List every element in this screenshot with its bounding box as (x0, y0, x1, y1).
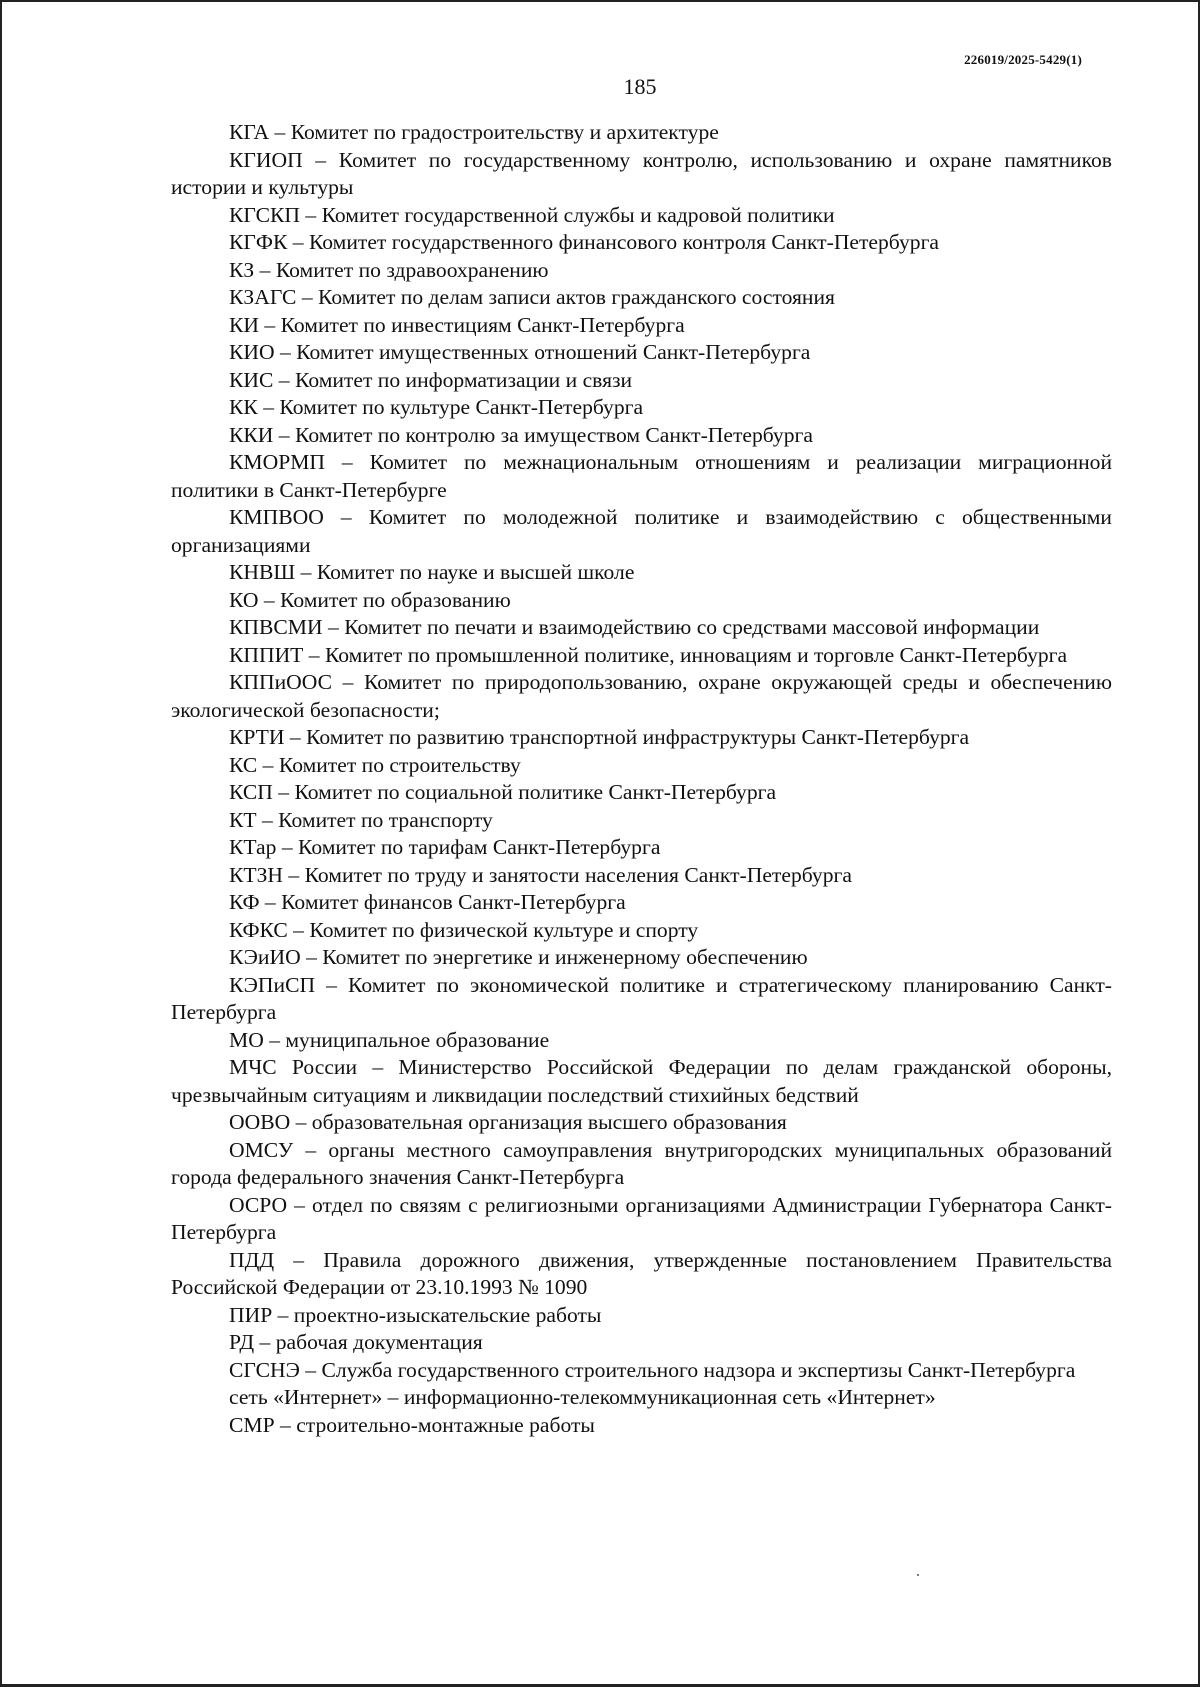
abbreviation-entry-kt: КТ – Комитет по транспорту (229, 807, 493, 832)
abbreviation-entry-kis: КИС – Комитет по информатизации и связи (229, 367, 633, 392)
abbreviation-entry-kz: КЗ – Комитет по здравоохранению (229, 257, 549, 282)
abbreviation-entry-pir: ПИР – проектно-изыскательские работы (229, 1302, 602, 1327)
abbreviation-entry-osro: ОСРО – отдел по связям с религиозными организациями Администрации Губернатора Санкт-Петербурга (171, 1192, 1112, 1244)
abbreviation-entry-oovo: ООВО – образовательная организация высшего образования (229, 1110, 787, 1134)
abbreviation-entry-mchs: МЧС России – Министерство Российской Федерации по делам гражданской обороны, чрезвычайным ситуациям и ликвидации последствий стихийных бедствий (171, 1055, 1112, 1107)
abbreviation-entry-kk: КК – Комитет по культуре Санкт-Петербурга (229, 395, 644, 419)
abbreviation-entry-kppioos: КППиООС – Комитет по природопользованию, охране окружающей среды и обеспечению экологической безопасности; (171, 670, 1112, 722)
abbreviation-entry-kpvsmi: КПВСМИ – Комитет по печати и взаимодействию со средствами массовой информации (229, 615, 1040, 639)
abbreviations-list (171, 119, 1112, 1439)
abbreviation-entry-kga: КГА – Комитет по градостроительству и архитектуре (229, 120, 719, 144)
abbreviation-entry-pdd: ПДД – Правила дорожного движения, утвержденные постановлением Правительства Российской Федерации от 23.10.1993 № 1090 (171, 1247, 1112, 1299)
abbreviation-entry-kgskp: КГСКП – Комитет государственной службы и кадровой политики (229, 202, 835, 227)
abbreviation-entry-kki: ККИ – Комитет по контролю за имуществом Санкт-Петербурга (229, 422, 813, 447)
abbreviation-entry-kgiop: КГИОП – Комитет по государственному контролю, использованию и охране памятников истории и культуры (171, 147, 1112, 199)
abbreviation-entry-internet: сеть «Интернет» – информационно-телекоммуникационная сеть «Интернет» (229, 1385, 936, 1409)
document-registration-number: 226019/2025-5429(1) (964, 52, 1082, 67)
abbreviation-entry-kzags: КЗАГС – Комитет по делам записи актов гражданского состояния (229, 285, 835, 309)
abbreviation-entry-kio: КИО – Комитет имущественных отношений Санкт-Петербурга (229, 340, 811, 364)
abbreviation-entry-omsu: ОМСУ – органы местного самоуправления внутригородских муниципальных образований города федерального значения Санкт-Петербурга (171, 1137, 1112, 1189)
abbreviation-entry-keiio: КЭиИО – Комитет по энергетике и инженерному обеспечению (229, 945, 808, 969)
abbreviation-entry-ktar: КТар – Комитет по тарифам Санкт-Петербурга (229, 835, 661, 859)
abbreviation-entry-kfks: КФКС – Комитет по физической культуре и спорту (229, 917, 699, 942)
abbreviation-entry-mo: МО – муниципальное образование (229, 1027, 550, 1052)
abbreviation-entry-kgfk: КГФК – Комитет государственного финансового контроля Санкт-Петербурга (229, 230, 940, 254)
abbreviation-entry-kepisp: КЭПиСП – Комитет по экономической политике и стратегическому планированию Санкт-Петербурга (171, 972, 1112, 1024)
abbreviation-entry-kppit: КППИТ – Комитет по промышленной политике, инновациям и торговле Санкт-Петербурга (229, 642, 1068, 667)
abbreviation-entry-ks: КС – Комитет по строительству (229, 752, 521, 777)
abbreviation-entry-rd: РД – рабочая документация (229, 1330, 483, 1354)
abbreviation-entry-krti: КРТИ – Комитет по развитию транспортной инфраструктуры Санкт-Петербурга (229, 725, 970, 749)
abbreviation-entry-kmpvoo: КМПВОО – Комитет по молодежной политике и взаимодействию с общественными организациями (171, 505, 1112, 557)
scan-speck (917, 1574, 919, 1576)
abbreviation-entry-knvsh: КНВШ – Комитет по науке и высшей школе (229, 560, 635, 584)
abbreviation-entry-ki: КИ – Комитет по инвестициям Санкт-Петербурга (229, 312, 685, 337)
abbreviation-entry-kmormp: КМОРМП – Комитет по межнациональным отношениям и реализации миграционной политики в Санкт-Петербурге (171, 450, 1112, 502)
abbreviation-entry-smr: СМР – строительно-монтажные работы (229, 1412, 595, 1437)
abbreviation-entry-sgsne: СГСНЭ – Служба государственного строительного надзора и экспертизы Санкт-Петербурга (229, 1357, 1076, 1382)
abbreviation-entry-kf: КФ – Комитет финансов Санкт-Петербурга (229, 890, 626, 914)
page-number: 185 (623, 74, 657, 99)
abbreviation-entry-ktzn: КТЗН – Комитет по труду и занятости населения Санкт-Петербурга (229, 862, 852, 887)
abbreviation-entry-ksp: КСП – Комитет по социальной политике Санкт-Петербурга (229, 780, 777, 804)
abbreviation-entry-ko: КО – Комитет по образованию (229, 587, 511, 612)
